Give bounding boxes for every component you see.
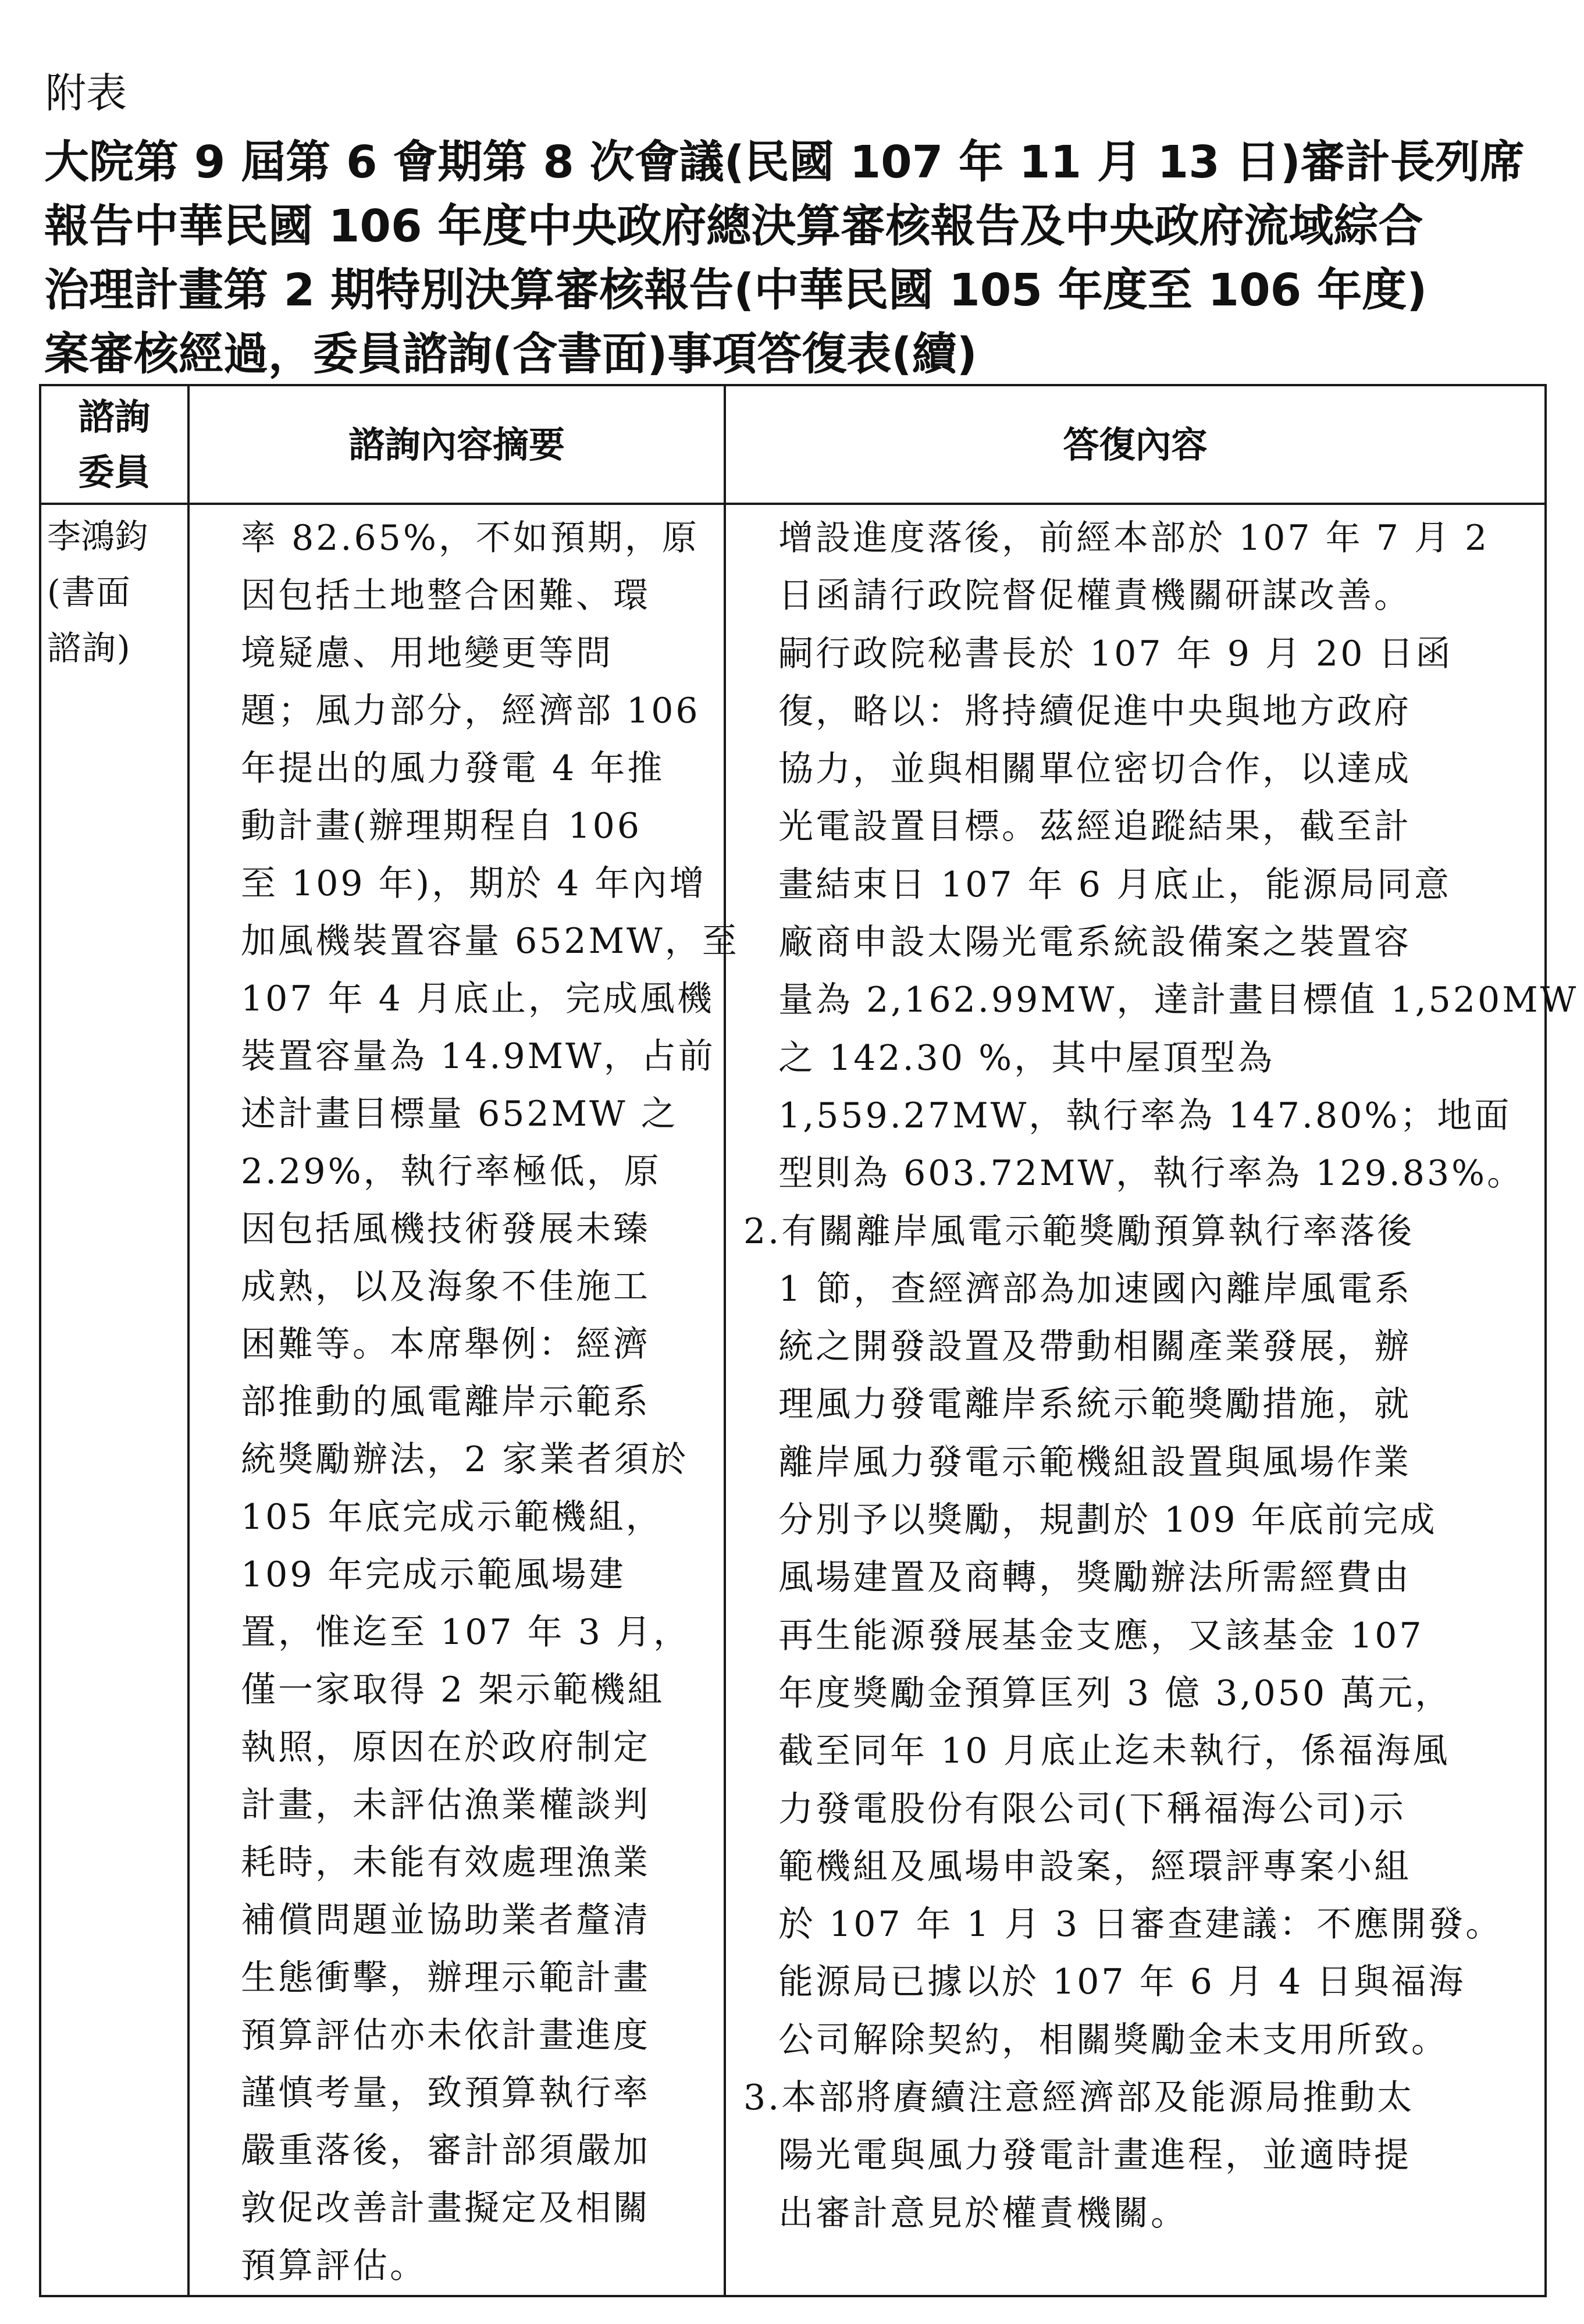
reply-line: 畫結束日 107 年 6 月底止，能源局同意: [778, 864, 1451, 905]
summary-line: 生態衝擊，辦理示範計畫: [241, 1958, 650, 1998]
reply-line: 截至同年 10 月底止迄未執行，係福海風: [778, 1731, 1450, 1772]
reply-table: [39, 384, 1579, 2297]
reply-line: 2.有關離岸風電示範獎勵預算執行率落後: [743, 1211, 1415, 1252]
summary-line: 因包括風機技術發展未臻: [241, 1209, 650, 1250]
reply-line: 型則為 603.72MW，執行率為 129.83%。: [778, 1153, 1525, 1194]
member-note: 諮詢): [47, 628, 131, 668]
title-line: 大院第 9 屆第 6 會期第 8 次會議(民國 107 年 11 月 13 日)審計長列席: [44, 137, 1525, 188]
member-name: 李鴻鈞: [47, 517, 149, 556]
summary-line: 述計畫目標量 652MW 之: [241, 1094, 678, 1134]
reply-line: 光電設置目標。茲經追蹤結果，截至計: [778, 806, 1411, 848]
reply-line: 範機組及風場申設案，經環評專案小組: [778, 1846, 1411, 1887]
summary-line: 107 年 4 月底止，完成風機: [241, 978, 714, 1019]
header-reply: 答復內容: [725, 385, 1546, 504]
summary-line: 至 109 年)，期於 4 年內增: [241, 863, 707, 904]
summary-line: 動計畫(辦理期程自 106: [241, 806, 642, 846]
reply-line: 公司解除契約，相關獎勵金未支用所致。: [778, 2019, 1448, 2060]
reply-line: 分別予以獎勵，規劃於 109 年底前完成: [778, 1500, 1437, 1541]
reply-line: 之 142.30 %，其中屋頂型為: [778, 1037, 1275, 1079]
summary-line: 耗時，未能有效處理漁業: [241, 1842, 650, 1883]
summary-line: 部推動的風電離岸示範系: [241, 1382, 650, 1422]
document-title: [44, 131, 1545, 387]
summary-line: 109 年完成示範風場建: [241, 1554, 626, 1595]
summary-line: 題；風力部分，經濟部 106: [241, 691, 700, 731]
title-line: 報告中華民國 106 年度中央政府總決算審核報告及中央政府流域綜合: [44, 201, 1423, 252]
summary-line: 預算評估。: [241, 2245, 427, 2286]
member-note: (書面: [47, 572, 131, 612]
summary-line: 困難等。本席舉例：經濟: [241, 1324, 650, 1365]
summary-line: 執照，原因在於政府制定: [241, 1727, 650, 1768]
reply-line: 於 107 年 1 月 3 日審查建議：不應開發。: [778, 1904, 1503, 1945]
table-header-row: [40, 385, 1546, 504]
summary-line: 105 年底完成示範機組，: [241, 1497, 663, 1538]
reply-line: 增設進度落後，前經本部於 107 年 7 月 2: [778, 518, 1490, 558]
summary-line: 年提出的風力發電 4 年推: [241, 748, 665, 789]
reply-line: 年度獎勵金預算匡列 3 億 3,050 萬元，: [778, 1672, 1453, 1714]
reply-line: 嗣行政院秘書長於 107 年 9 月 20 日函: [778, 633, 1453, 674]
summary-line: 2.29%，執行率極低，原: [241, 1151, 661, 1192]
summary-line: 裝置容量為 14.9MW，占前: [241, 1036, 716, 1077]
summary-line: 率 82.65%，不如預期，原: [241, 518, 699, 558]
reply-line: 3.本部將賡續注意經濟部及能源局推動太: [743, 2077, 1415, 2119]
summary-line: 因包括土地整合困難、環: [241, 575, 650, 616]
reply-line: 風場建置及商轉，獎勵辦法所需經費由: [778, 1557, 1411, 1599]
table-row: [40, 504, 1546, 2296]
title-line: 案審核經過，委員諮詢(含書面)事項答復表(續): [44, 329, 977, 380]
summary-line: 補償問題並協助業者釐清: [241, 1900, 650, 1941]
reply-line: 廠商申設太陽光電系統設備案之裝置容: [778, 922, 1411, 963]
reply-line: 力發電股份有限公司(下稱福海公司)示: [778, 1788, 1406, 1830]
reply-line: 量為 2,162.99MW，達計畫目標值 1,520MW: [778, 980, 1579, 1021]
summary-line: 統獎勵辦法，2 家業者須於: [241, 1439, 689, 1480]
header-member: [40, 385, 188, 504]
summary-line: 境疑慮、用地變更等問: [241, 633, 613, 674]
reply-line: 理風力發電離岸系統示範獎勵措施，就: [778, 1384, 1411, 1425]
member-cell: [40, 504, 188, 2296]
summary-line: 加風機裝置容量 652MW，至: [241, 921, 739, 962]
summary-line: 置，惟迄至 107 年 3 月，: [241, 1612, 690, 1653]
reply-line: 日函請行政院督促權責機關研謀改善。: [778, 575, 1411, 617]
reply-cell: [725, 504, 1579, 2296]
reply-line: 再生能源發展基金支應，又該基金 107: [778, 1615, 1424, 1656]
reply-line: 1 節，查經濟部為加速國內離岸風電系: [778, 1268, 1412, 1309]
reply-line: 陽光電與風力發電計畫進程，並適時提: [778, 2135, 1411, 2176]
reply-line: 能源局已據以於 107 年 6 月 4 日與福海: [778, 1962, 1466, 2003]
header-summary: 諮詢內容摘要: [188, 385, 725, 504]
summary-cell: [188, 504, 739, 2296]
summary-line: 謹慎考量，致預算執行率: [241, 2073, 650, 2113]
summary-line: 計畫，未評估漁業權談判: [241, 1785, 650, 1825]
header-member-line1: 諮詢: [78, 396, 151, 438]
header-member-line2: 委員: [78, 451, 151, 493]
title-line: 治理計畫第 2 期特別決算審核報告(中華民國 105 年度至 106 年度): [44, 265, 1428, 316]
reply-line: 出審計意見於權責機關。: [778, 2193, 1188, 2234]
reply-line: 1,559.27MW，執行率為 147.80%；地面: [778, 1095, 1512, 1136]
reply-line: 復，略以：將持續促進中央與地方政府: [778, 691, 1411, 732]
summary-line: 預算評估亦未依計畫進度: [241, 2015, 650, 2056]
appendix-label: 附表: [45, 69, 127, 117]
summary-line: 嚴重落後，審計部須嚴加: [241, 2130, 650, 2171]
reply-line: 離岸風力發電示範機組設置與風場作業: [778, 1442, 1411, 1483]
summary-line: 敦促改善計畫擬定及相關: [241, 2188, 650, 2229]
reply-line: 統之開發設置及帶動相關產業發展，辦: [778, 1326, 1411, 1368]
summary-line: 成熟，以及海象不佳施工: [241, 1266, 650, 1307]
reply-line: 協力，並與相關單位密切合作，以達成: [778, 749, 1411, 790]
summary-line: 僅一家取得 2 架示範機組: [241, 1670, 665, 1710]
